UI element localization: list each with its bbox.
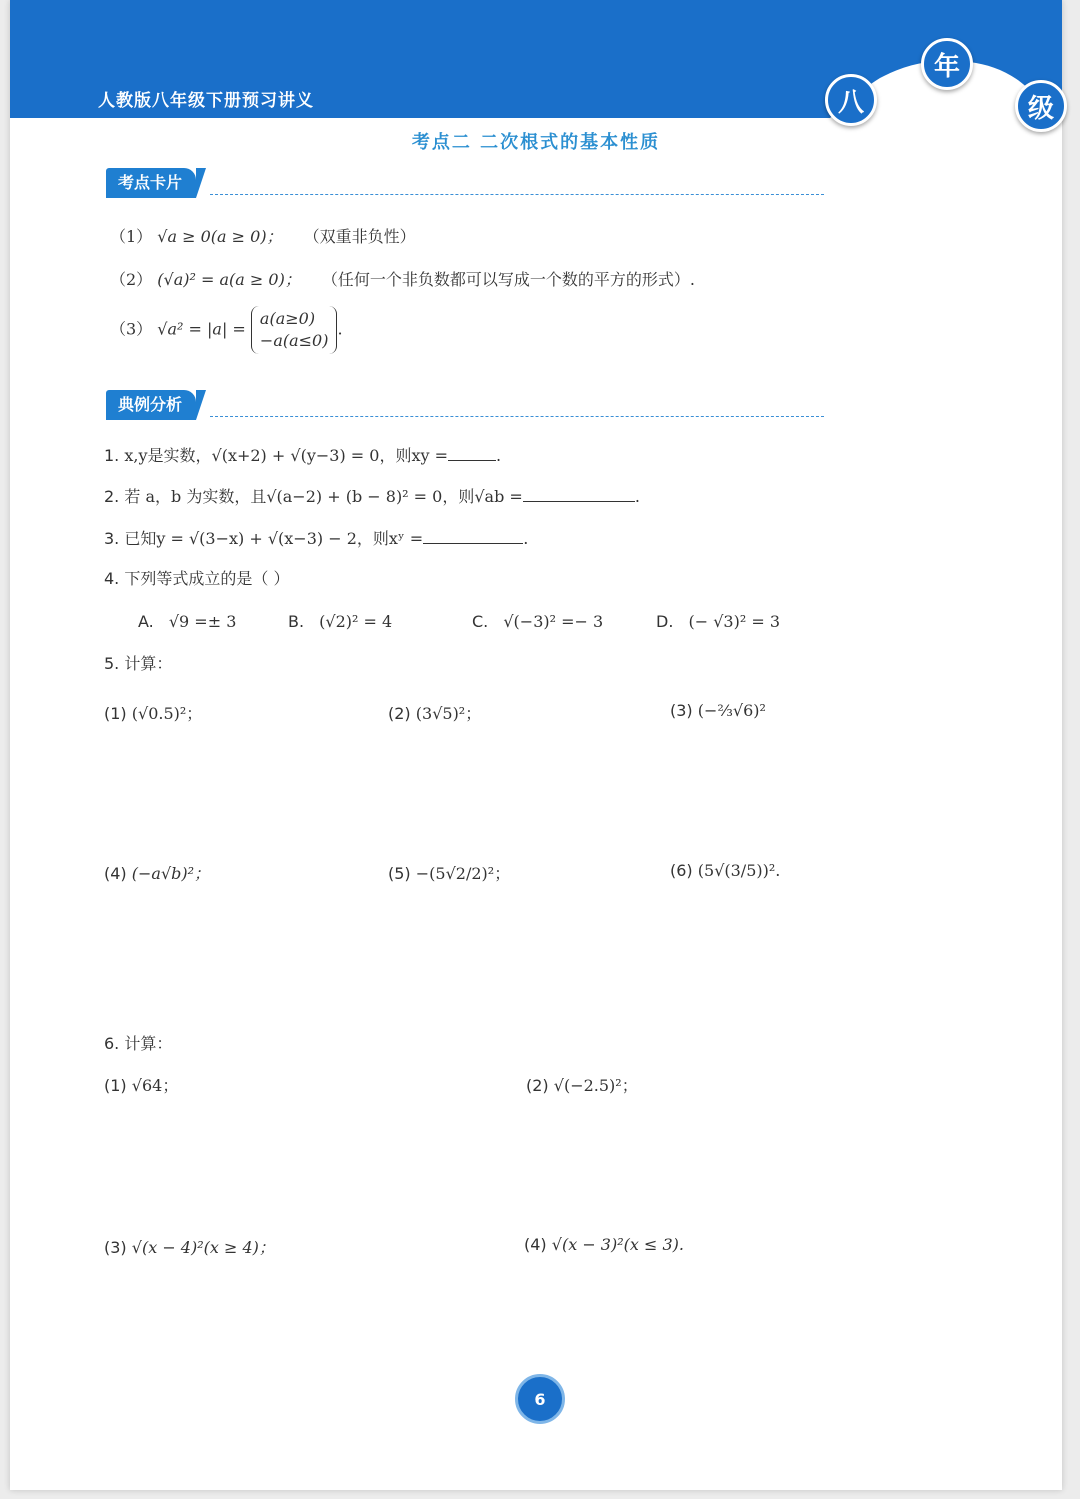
grade-char-ji: 级 xyxy=(1015,80,1067,132)
document-page xyxy=(10,0,1062,1490)
problem-4: 4. 下列等式成立的是（ ） xyxy=(104,569,290,588)
problem-5: 5. 计算： xyxy=(104,654,173,673)
p5-item-6: (6) (5√(3/5))². xyxy=(670,861,781,880)
option-b: B. (√2)² = 4 xyxy=(288,612,393,631)
p6-item-1: (1) √64； xyxy=(104,1076,179,1095)
property-2: （2） (√a)² = a(a ≥ 0)； （任何一个非负数都可以写成一个数的平方的形式）. xyxy=(110,270,696,289)
examples-divider xyxy=(210,416,824,417)
option-d: D. (− √3)² = 3 xyxy=(656,612,781,631)
problem-1: 1. x,y是实数，√(x+2) + √(y−3) = 0，则xy = . xyxy=(104,446,502,465)
property-3: （3） √a² = |a| = a(a≥0) −a(a≤0) . xyxy=(110,306,343,354)
examples-tag: 典例分析 xyxy=(106,390,196,420)
book-title: 人教版八年级下册预习讲义 xyxy=(98,91,314,111)
card-divider xyxy=(210,194,824,195)
grade-char-nian: 年 xyxy=(921,38,973,90)
p6-item-3: (3) √(x − 4)²(x ≥ 4)； xyxy=(104,1238,275,1257)
p6-item-2: (2) √(−2.5)²； xyxy=(526,1076,638,1095)
option-c: C. √(−3)² =− 3 xyxy=(472,612,604,631)
header-banner xyxy=(10,0,1062,118)
problem-6: 6. 计算： xyxy=(104,1034,173,1053)
grade-char-ba: 八 xyxy=(825,74,877,126)
option-a: A. √9 =± 3 xyxy=(138,612,237,631)
section-title: 考点二 二次根式的基本性质 xyxy=(411,132,661,153)
p5-item-3: (3) (−⅔√6)² xyxy=(670,701,766,720)
p5-item-2: (2) (3√5)²； xyxy=(388,704,482,723)
problem-2: 2. 若 a，b 为实数，且√(a−2) + (b − 8)² = 0，则√ab = . xyxy=(104,487,640,506)
p5-item-5: (5) −(5√2/2)²； xyxy=(388,864,511,883)
problem-3: 3. 已知y = √(3−x) + √(x−3) − 2，则xʸ = . xyxy=(104,529,529,548)
p5-item-1: (1) (√0.5)²； xyxy=(104,704,203,723)
property-1: （1） √a ≥ 0(a ≥ 0)； （双重非负性） xyxy=(110,227,416,246)
p6-item-4: (4) √(x − 3)²(x ≤ 3). xyxy=(524,1235,684,1254)
page-number: 6 xyxy=(515,1374,565,1424)
card-tag: 考点卡片 xyxy=(106,168,196,198)
p5-item-4: (4) (−a√b)²； xyxy=(104,864,211,883)
